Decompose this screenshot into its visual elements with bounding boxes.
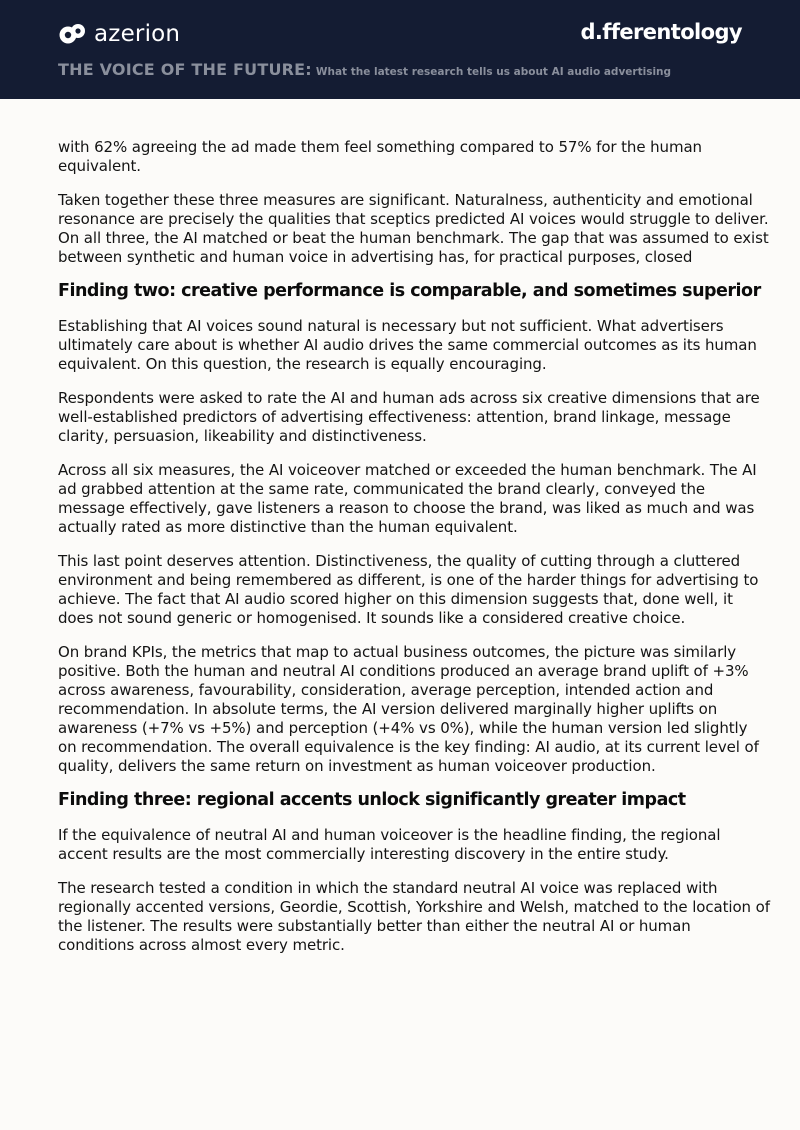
paragraph: Taken together these three measures are significant. Naturalness, authenticity and emotional resonance are precisely the qualities that sceptics predicted AI voices would struggle to deliver. On all three, the AI matched or beat the human benchmark. The gap that was assumed to exist between synthetic and human voice in advertising has, for practical purposes, closed xyxy=(58,191,769,266)
section-heading: Finding three: regional accents unlock significantly greater impact xyxy=(58,790,686,810)
azerion-logo xyxy=(58,20,180,48)
paragraph: Respondents were asked to rate the AI and human ads across six creative dimensions that are well-established predictors of advertising effectiveness: attention, brand linkage, message clarity, persuasion, likeability and distinctiveness. xyxy=(58,389,760,445)
article-body xyxy=(58,138,770,970)
header-tagline xyxy=(58,60,671,82)
paragraph: The research tested a condition in which the standard neutral AI voice was replaced with regionally accented versions, Geordie, Scottish, Yorkshire and Welsh, matched to the location of the listener. The results were substantially better than either the neutral AI or human conditions across almost every metric. xyxy=(58,879,770,954)
paragraph: If the equivalence of neutral AI and human voiceover is the headline finding, the regional accent results are the most commercially interesting discovery in the entire study. xyxy=(58,826,721,863)
tagline-title: THE VOICE OF THE FUTURE: xyxy=(58,60,312,79)
paragraph: This last point deserves attention. Distinctiveness, the quality of cutting through a cluttered environment and being remembered as different, is one of the harder things for advertising to achieve. The fact that AI audio scored higher on this dimension suggests that, done well, it does not sound generic or homogenised. It sounds like a considered creative choice. xyxy=(58,552,759,627)
paragraph: Establishing that AI voices sound natural is necessary but not sufficient. What advertisers ultimately care about is whether AI audio drives the same commercial outcomes as its human equivalent. On this question, the research is equally encouraging. xyxy=(58,317,757,373)
azerion-mark-icon xyxy=(58,22,88,46)
paragraph: Across all six measures, the AI voiceover matched or exceeded the human benchmark. The AI ad grabbed attention at the same rate, communicated the brand clearly, conveyed the message effectively, gave listeners a reason to choose the brand, was liked as much and was actually rated as more distinctive than the human equivalent. xyxy=(58,461,757,536)
section-heading: Finding two: creative performance is comparable, and sometimes superior xyxy=(58,281,761,301)
paragraph: On brand KPIs, the metrics that map to actual business outcomes, the picture was similarly positive. Both the human and neutral AI conditions produced an average brand uplift of +3% across awareness, favourability, consideration, average perception, intended action and recommendation. In absolute terms, the AI version delivered marginally higher uplifts on awareness (+7% vs +5%) and perception (+4% vs 0%), while the human version led slightly on recommendation. The overall equivalence is the key finding: AI audio, at its current level of quality, delivers the same return on investment as human voiceover production. xyxy=(58,643,759,775)
tagline-subtitle: What the latest research tells us about AI audio advertising xyxy=(315,66,672,78)
paragraph: with 62% agreeing the ad made them feel something compared to 57% for the human equivalent. xyxy=(58,138,702,175)
differentology-logo: d.fferentology xyxy=(580,20,742,44)
page-header xyxy=(0,0,800,99)
azerion-wordmark: azerion xyxy=(94,21,181,47)
